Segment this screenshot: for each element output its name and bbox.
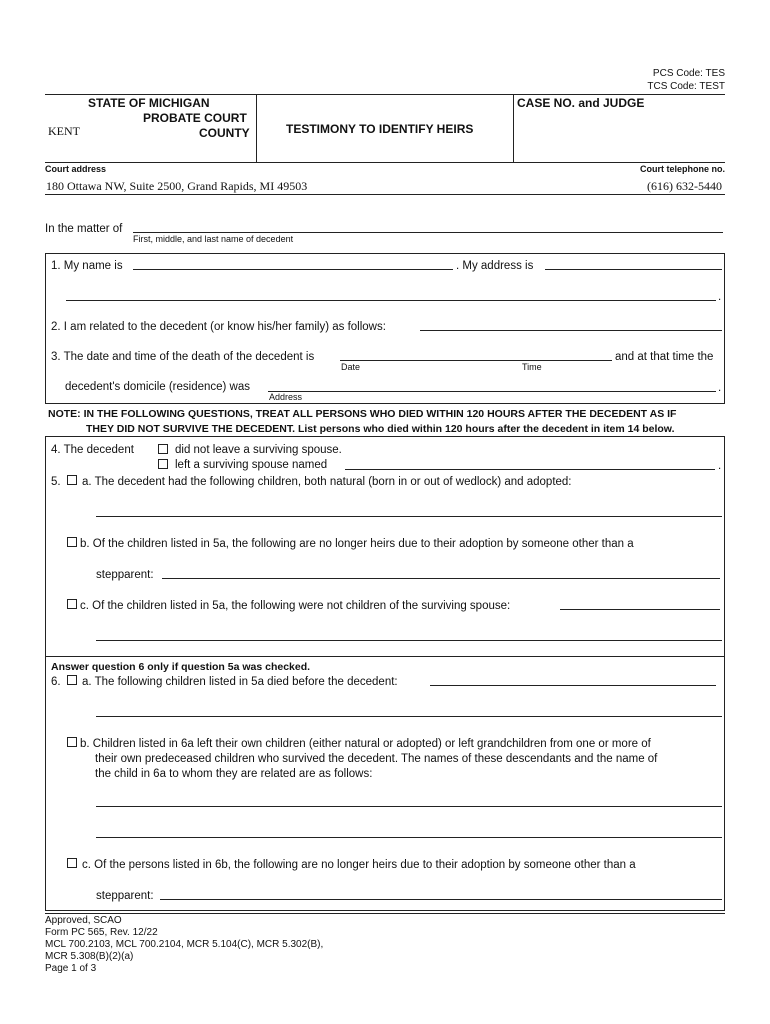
item1-address-label: . My address is	[456, 260, 534, 272]
item3-tail: and at that time the	[615, 351, 714, 363]
q6a-label: a. The following children listed in 5a died before the decedent:	[82, 676, 398, 688]
q5a-field[interactable]	[96, 516, 722, 517]
court-info-rule	[45, 194, 725, 195]
header-bottom-rule	[45, 162, 725, 163]
q6-number: 6.	[51, 676, 61, 688]
footer-form: Form PC 565, Rev. 12/22	[45, 927, 158, 938]
relationship-field[interactable]	[420, 330, 722, 331]
q6b-checkbox[interactable]	[67, 737, 77, 747]
q6c-checkbox[interactable]	[67, 858, 77, 868]
q6b-line-3: the child in 6a to whom they are related are as follows:	[95, 768, 373, 780]
county-value[interactable]: KENT	[48, 124, 80, 138]
box2-mid-rule	[45, 656, 725, 657]
q6-instruction: Answer question 6 only if question 5a was checked.	[51, 661, 311, 673]
note-line-1: NOTE: IN THE FOLLOWING QUESTIONS, TREAT ALL PERSONS WHO DIED WITHIN 120 HOURS AFTER THE DECEDENT AS IF	[48, 408, 677, 420]
q4-spouse-label: left a surviving spouse named	[175, 459, 328, 471]
q6b-line-2: their own predeceased children who survived the decedent. The names of these descendants and the name of	[95, 753, 658, 765]
period-2: .	[718, 382, 722, 394]
period-3: .	[718, 460, 722, 472]
q6b-line-1: b. Children listed in 6a left their own children (either natural or adopted) or left grandchildren from one or more of	[80, 738, 651, 750]
box1-right	[724, 253, 725, 403]
box2-right	[724, 436, 725, 910]
q5c-label: c. Of the children listed in 5a, the following were not children of the surviving spouse:	[80, 600, 511, 612]
court-phone-label: Court telephone no.	[640, 164, 725, 174]
footer-mcl-2: MCR 5.308(B)(2)(a)	[45, 951, 134, 962]
matter-label: In the matter of	[45, 223, 123, 235]
q6a-field-2[interactable]	[96, 716, 722, 717]
q6a-field-1[interactable]	[430, 685, 716, 686]
spouse-name-field[interactable]	[345, 469, 715, 470]
county-label: COUNTY	[199, 126, 250, 140]
q4-no-spouse-checkbox[interactable]	[158, 444, 168, 454]
q4-spouse-checkbox[interactable]	[158, 459, 168, 469]
state-label: STATE OF MICHIGAN	[88, 96, 210, 110]
q5c-checkbox[interactable]	[67, 599, 77, 609]
q6c-label: c. Of the persons listed in 6b, the following are no longer heirs due to their adoption by someone other than a	[82, 859, 636, 871]
box2-bottom-2	[45, 913, 725, 914]
domicile-label: decedent's domicile (residence) was	[65, 381, 251, 393]
my-name-field[interactable]	[133, 269, 453, 270]
footer-approved: Approved, SCAO	[45, 915, 122, 926]
time-caption: Time	[522, 362, 542, 372]
q6c-field[interactable]	[160, 899, 722, 900]
item2-label: 2. I am related to the decedent (or know his/her family) as follows:	[51, 321, 386, 333]
header-divider-2	[513, 94, 514, 162]
q6b-field-1[interactable]	[96, 806, 722, 807]
box1-left	[45, 253, 46, 403]
q5b-checkbox[interactable]	[67, 537, 77, 547]
header-divider-1	[256, 94, 257, 162]
q5a-label: a. The decedent had the following children, both natural (born in or out of wedlock) and adopted:	[82, 476, 572, 488]
item3-label: 3. The date and time of the death of the decedent is	[51, 351, 315, 363]
case-no-label: CASE NO. and JUDGE	[517, 96, 645, 110]
q5c-field-2[interactable]	[96, 640, 722, 641]
item1-name-label: 1. My name is	[51, 260, 123, 272]
period-1: .	[718, 291, 722, 303]
court-address-label: Court address	[45, 164, 107, 174]
tcs-code: TCS Code: TEST	[647, 81, 725, 92]
q6c-stepparent-label: stepparent:	[96, 890, 154, 902]
court-phone-value[interactable]: (616) 632-5440	[647, 179, 722, 193]
domicile-field[interactable]	[268, 391, 716, 392]
q5b-field[interactable]	[162, 578, 720, 579]
probate-court-label: PROBATE COURT	[143, 111, 247, 125]
q5a-checkbox[interactable]	[67, 475, 77, 485]
q5b-label: b. Of the children listed in 5a, the following are no longer heirs due to their adoption by someone other than a	[80, 538, 634, 550]
decedent-name-field[interactable]	[133, 232, 723, 233]
death-date-time-field[interactable]	[340, 360, 612, 361]
box2-bottom	[45, 910, 725, 911]
footer-page: Page 1 of 3	[45, 963, 97, 974]
box2-left	[45, 436, 46, 910]
note-line-2: THEY DID NOT SURVIVE THE DECEDENT. List persons who died within 120 hours after the decedent in item 14 below.	[86, 423, 675, 435]
q6b-field-2[interactable]	[96, 837, 722, 838]
form-title: TESTIMONY TO IDENTIFY HEIRS	[286, 122, 474, 136]
address-caption: Address	[269, 392, 303, 402]
q5c-field-1[interactable]	[560, 609, 720, 610]
q6a-checkbox[interactable]	[67, 675, 77, 685]
q4-no-spouse-label: did not leave a surviving spouse.	[175, 444, 342, 456]
header-top-rule	[45, 94, 725, 95]
box1-top	[45, 253, 725, 254]
my-address-field-1[interactable]	[545, 269, 722, 270]
q5-number: 5.	[51, 476, 61, 488]
box1-bottom	[45, 403, 725, 404]
box2-top	[45, 436, 725, 437]
pcs-code: PCS Code: TES	[652, 68, 725, 79]
footer-mcl-1: MCL 700.2103, MCL 700.2104, MCR 5.104(C), MCR 5.302(B),	[45, 939, 324, 950]
q5b-stepparent-label: stepparent:	[96, 569, 154, 581]
decedent-name-caption: First, middle, and last name of decedent	[133, 234, 294, 244]
q4-label: 4. The decedent	[51, 444, 134, 456]
date-caption: Date	[341, 362, 361, 372]
my-address-field-2[interactable]	[66, 300, 716, 301]
court-address-value[interactable]: 180 Ottawa NW, Suite 2500, Grand Rapids, MI 49503	[46, 179, 308, 193]
